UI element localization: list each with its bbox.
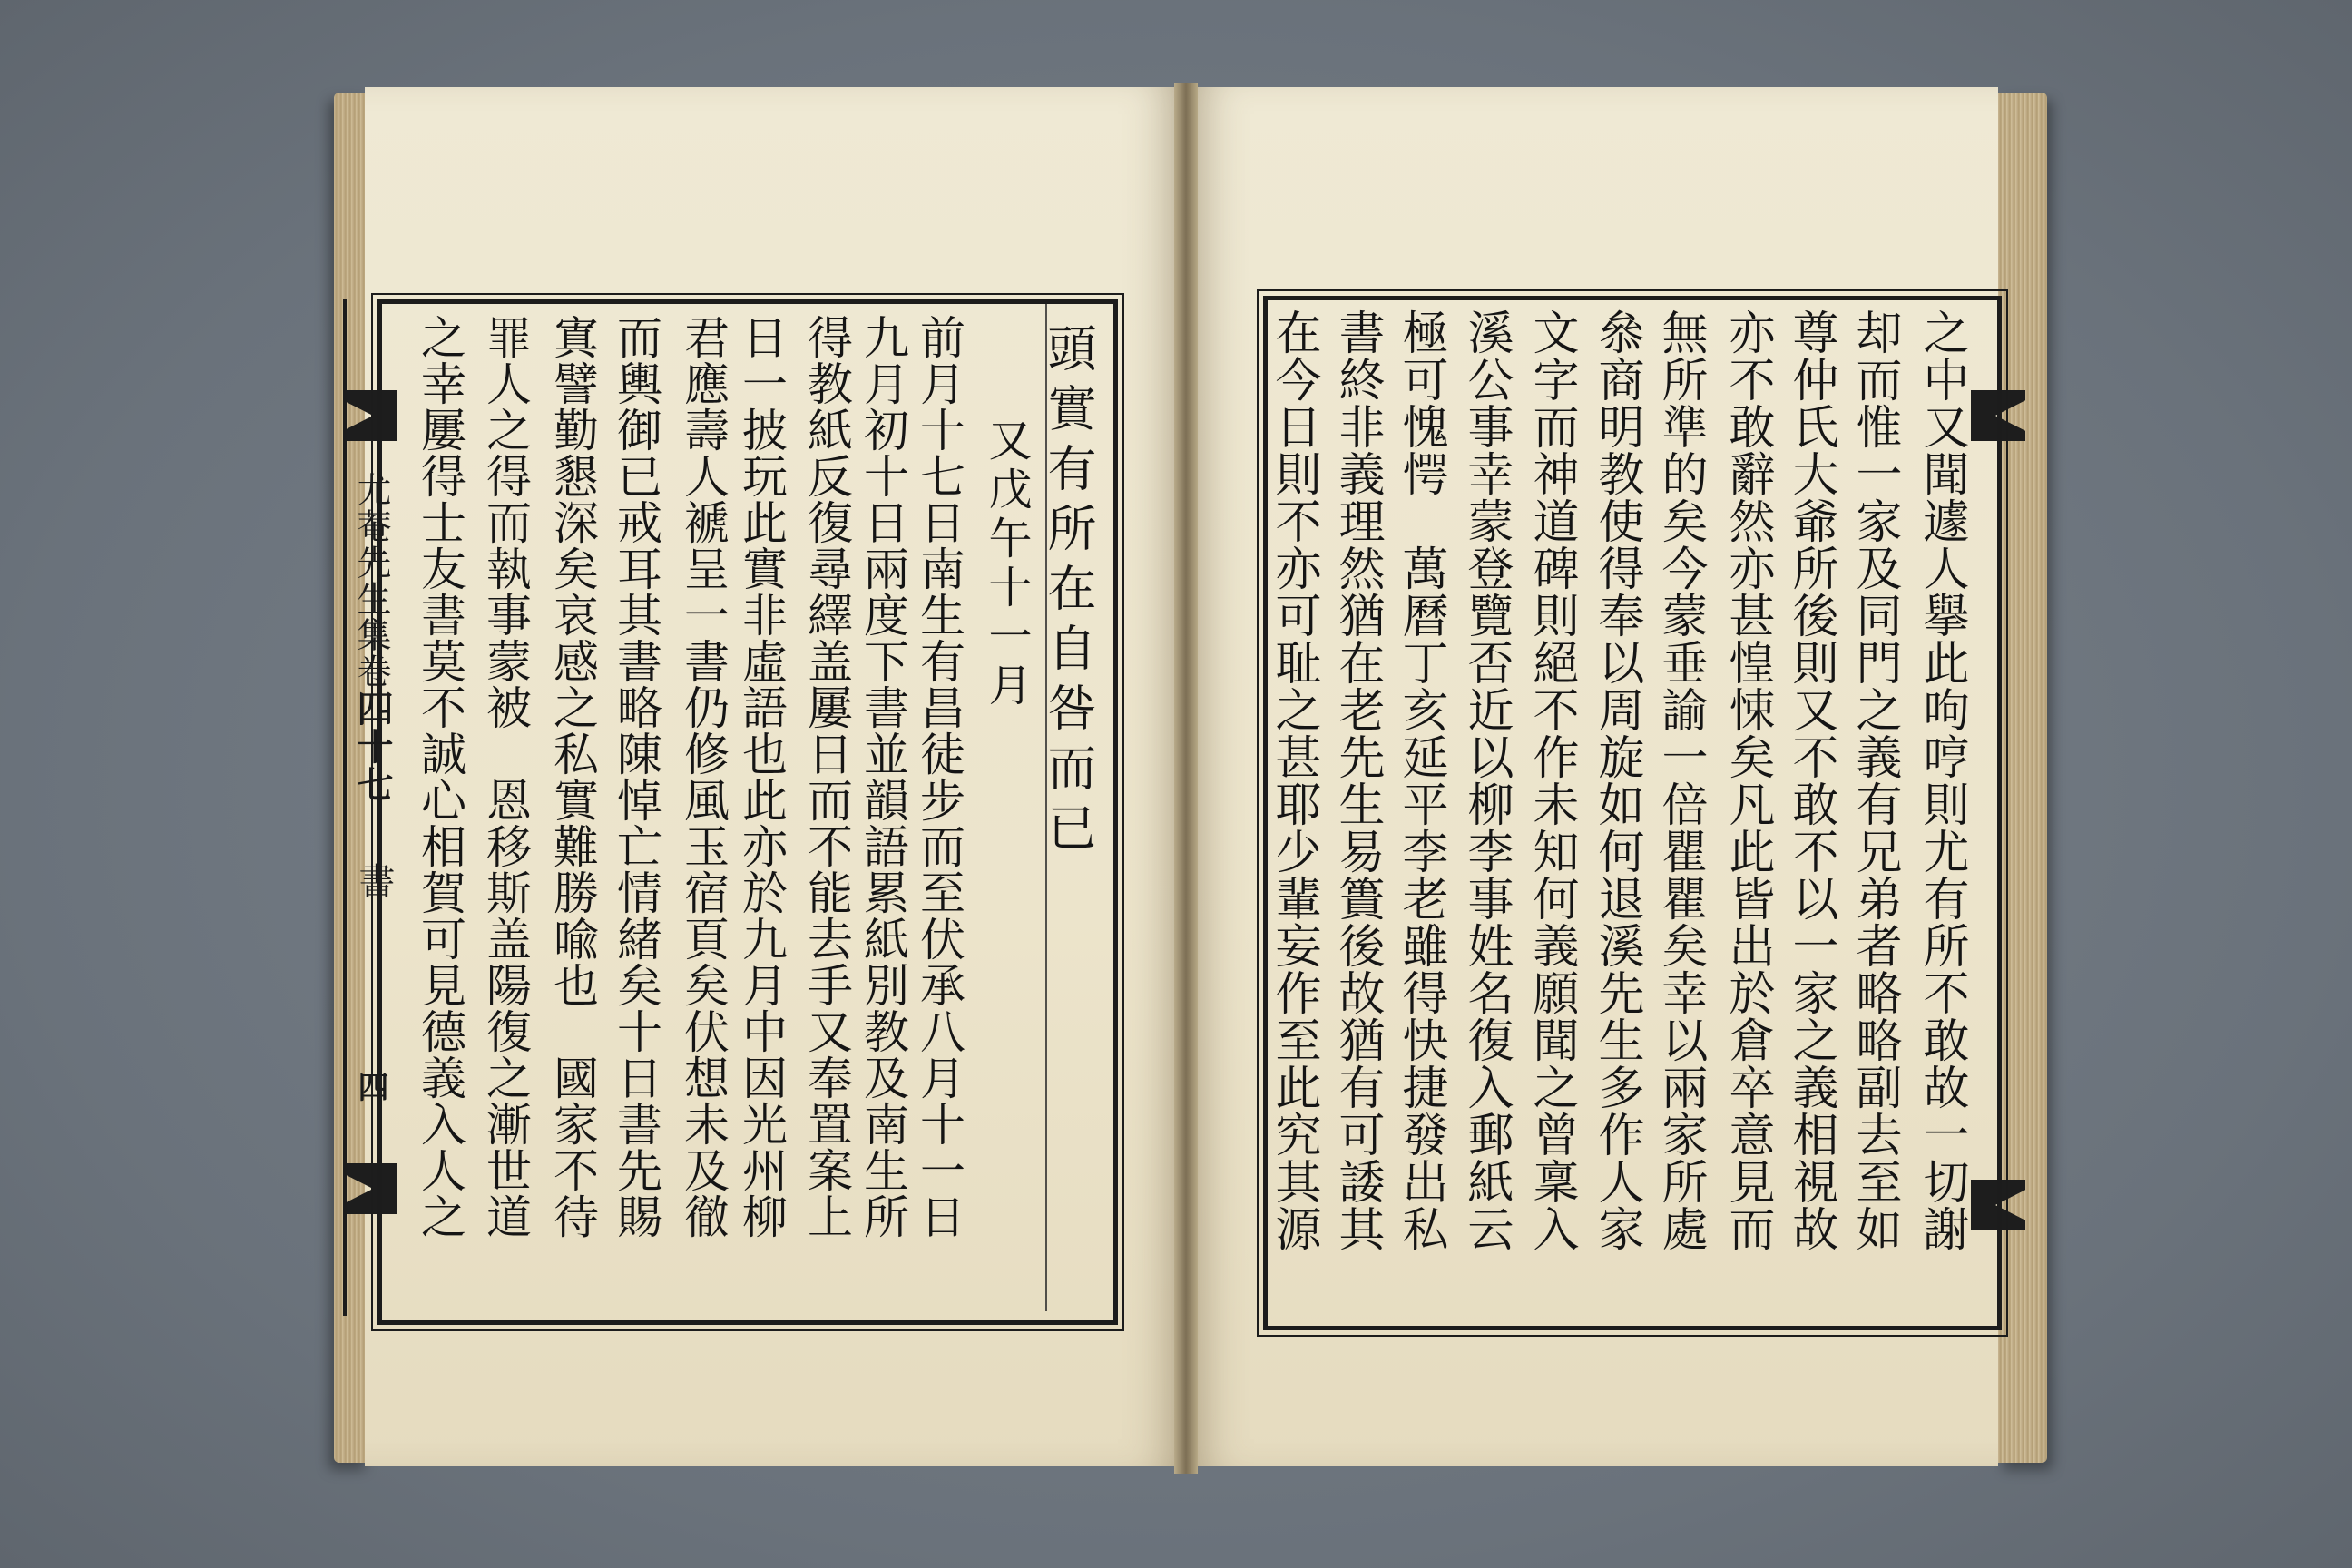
left-col-4: 九月初十日兩度下書並韻語累紙別教及南生所 [857, 314, 909, 1240]
right-col-4: 亦不敢辭然亦甚惶悚矣凡此皆出於倉卒意見而 [1720, 309, 1774, 1252]
right-col-5: 無所準的矣今蒙垂諭一倍瞿瞿矣幸以兩家所處 [1653, 309, 1707, 1252]
left-col-8: 而輿御已戒耳其書略陳悼亡情緒矣十日書先賜 [610, 314, 662, 1240]
left-col-9: 寘譬勤懇深矣哀感之私實難勝喩也 國家不待 [546, 314, 599, 1240]
left-col-11: 之幸屢得士友書莫不誠心相賀可見德義入人之 [414, 314, 466, 1240]
right-col-1: 之中又聞遽人擧此呴哼則尤有所不敢故一切謝 [1915, 309, 1968, 1252]
right-col-7: 文字而神道碑則絕不作未知何義願聞之曾稟入 [1524, 309, 1578, 1252]
book-gutter [1174, 83, 1198, 1474]
left-col-6: 日一披玩此實非虛語也此亦於九月中因光州柳 [735, 314, 788, 1240]
right-col-11: 在今日則不亦可耻之甚耶少輩妄作至此究其源 [1267, 309, 1320, 1252]
banxin-volume: 四十七 [351, 690, 394, 804]
right-col-6: 叅商明教使得奉以周旋如何退溪先生多作人家 [1590, 309, 1643, 1252]
left-col-5: 得教紙反復尋繹盖屢日而不能去手又奉置案上 [800, 314, 853, 1240]
banxin-section: 書 [353, 862, 395, 898]
banxin-title: 尤菴先生集卷 [351, 472, 391, 690]
banxin-leaf: 四 [352, 1071, 388, 1102]
banxin-strip [343, 299, 388, 1316]
right-page-edges [1998, 93, 2047, 1463]
right-col-10: 書終非義理然猶在老先生易簣後故猶有可諉其 [1330, 309, 1384, 1252]
left-col-7: 君應壽人褫呈一書仍修風玉宿頁矣伏想未及徹 [677, 314, 730, 1240]
left-col-1: 頭實有所在自咎而已 [1040, 323, 1097, 862]
right-col-2: 却而惟一家及同門之義有兄弟者略略副去至如 [1847, 309, 1901, 1252]
left-col-2: 又戊午十一月 [981, 417, 1032, 711]
right-col-8: 溪公事幸蒙登覽否近以柳李事姓名復入郵紙云 [1459, 309, 1513, 1252]
right-col-3: 尊仲氏大爺所後則又不敢不以一家之義相視故 [1784, 309, 1838, 1252]
left-col-3: 前月十七日南生有昌徒步而至伏承八月十一日 [913, 314, 965, 1240]
right-col-9: 極可愧愕 萬曆丁亥延平李老雖得快捷發出私 [1394, 309, 1447, 1252]
left-col-10: 罪人之得而執事蒙被 恩移斯盖陽復之漸世道 [479, 314, 532, 1240]
